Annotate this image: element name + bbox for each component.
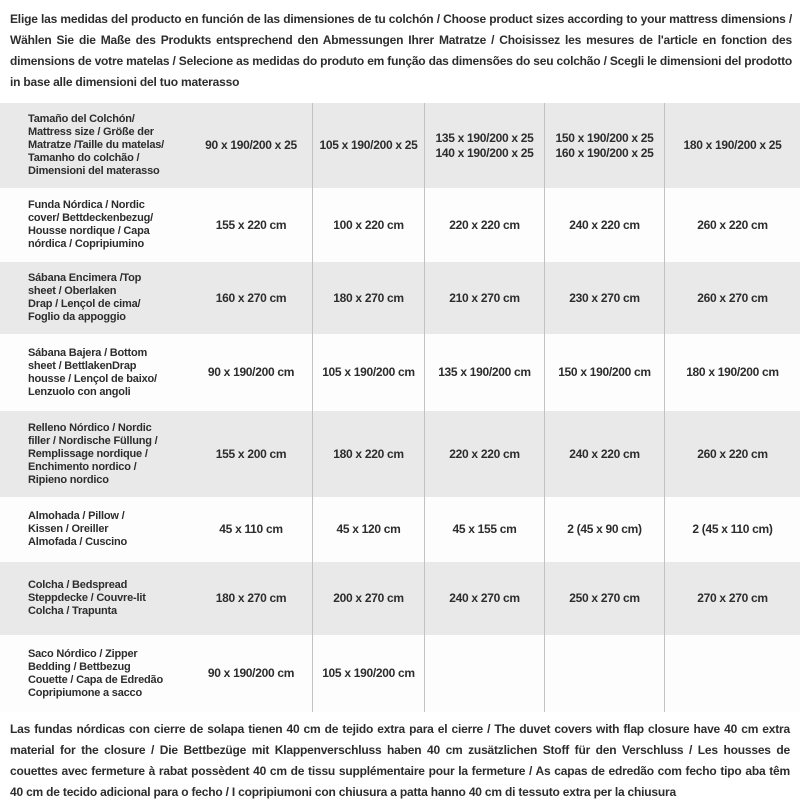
- size-cell: 155 x 220 cm: [215, 217, 287, 232]
- size-cell: 240 x 220 cm: [544, 411, 664, 497]
- table-row: [0, 562, 800, 635]
- size-cell: 240 x 220 cm: [544, 188, 664, 262]
- header-text: Elige las medidas del producto en función de las dimensiones de tu colchón / Choose product sizes according to your mattress dimensions / Wählen Sie die Maße des Produkts entsprechend den Abmessungen Ihrer Matratze / Choisissez les mesures de l'article en fonction des dimensions de votre matelas / Selecione as medidas do produto em função das dimensões do seu colchão / Scegli le dimensioni del prodotto in base alle dimensioni del tuo materasso: [10, 12, 792, 89]
- size-cell: 250 x 270 cm: [544, 562, 664, 635]
- size-cell: 2 (45 x 90 cm): [544, 497, 664, 562]
- size-cell: 270 x 270 cm: [664, 562, 800, 635]
- size-cell: 45 x 120 cm: [312, 497, 424, 562]
- size-cell: 180 x 270 cm: [312, 262, 424, 334]
- size-cell: 180 x 270 cm: [215, 591, 287, 605]
- size-cell: 2 (45 x 110 cm): [664, 497, 800, 562]
- size-cell: 220 x 220 cm: [424, 411, 544, 497]
- size-cell: 180 x 220 cm: [312, 411, 424, 497]
- size-cell: 90 x 190/200 cm: [207, 666, 295, 680]
- row-label: Almohada / Pillow / Kissen / Oreiller Almofada / Cuscino: [28, 510, 128, 548]
- table-row: [0, 334, 800, 411]
- table-row: [0, 411, 800, 497]
- size-cell: 180 x 190/200 cm: [664, 334, 800, 411]
- table-row: [0, 635, 800, 712]
- size-cell: 135 x 190/200 cm: [424, 334, 544, 411]
- size-cell: 135 x 190/200 x 25 140 x 190/200 x 25: [424, 103, 544, 188]
- size-cell: 230 x 270 cm: [544, 262, 664, 334]
- row-label: Colcha / Bedspread Steppdecke / Couvre-lit Colcha / Trapunta: [28, 579, 146, 617]
- table-row: [0, 497, 800, 562]
- size-table: [0, 103, 800, 712]
- size-cell: 150 x 190/200 x 25 160 x 190/200 x 25: [544, 103, 664, 188]
- size-cell: [424, 635, 544, 712]
- size-cell: 200 x 270 cm: [312, 562, 424, 635]
- size-cell: 150 x 190/200 cm: [544, 334, 664, 411]
- row-label: Saco Nórdico / Zipper Bedding / Bettbezug Couette / Capa de Edredão Copripiumone a sacco: [28, 647, 163, 699]
- size-cell: 210 x 270 cm: [424, 262, 544, 334]
- row-label: Tamaño del Colchón/ Mattress size / Größe der Matratze /Taille du matelas/ Tamanho do colchão / Dimensioni del materasso: [28, 113, 165, 177]
- row-label: Funda Nórdica / Nordic cover/ Bettdeckenbezug/ Housse nordique / Capa nórdica / Copripiumino: [28, 199, 153, 250]
- size-cell: 105 x 190/200 cm: [312, 635, 424, 712]
- footer-note: Las fundas nórdicas con cierre de solapa tienen 40 cm de tejido extra para el cierre / The duvet covers with flap closure have 40 cm extra material for the closure / Die Bettbezüge mit Klappenverschluss haben 40 cm zusätzlichen Stoff für den Verschluss / Les housses de couettes avec fermeture à rabat possèdent 40 cm de tissu supplémentaire pour la fermeture / As capas de edredão com fecho tipo aba têm 40 cm de tecido adicional para o fecho / I copripiumoni con chiusura a patta hanno 40 cm di tessuto extra per la chiusura: [10, 722, 790, 799]
- size-cell: [544, 635, 664, 712]
- size-cell: 90 x 190/200 cm: [207, 365, 295, 379]
- size-cell: 240 x 270 cm: [424, 562, 544, 635]
- row-label: Relleno Nórdico / Nordic filler / Nordische Füllung / Remplissage nordique / Enchimento nordico / Ripieno nordico: [28, 421, 158, 486]
- table-row: [0, 103, 800, 188]
- size-cell: 260 x 220 cm: [664, 188, 800, 262]
- size-cell: 220 x 220 cm: [424, 188, 544, 262]
- size-cell: 100 x 220 cm: [312, 188, 424, 262]
- size-cell: 180 x 190/200 x 25: [664, 103, 800, 188]
- size-cell: 160 x 270 cm: [215, 290, 287, 305]
- table-row: [0, 188, 800, 262]
- size-cell: 90 x 190/200 x 25: [205, 138, 297, 152]
- size-cell: 105 x 190/200 cm: [312, 334, 424, 411]
- size-cell: 105 x 190/200 x 25: [312, 103, 424, 188]
- size-cell: 45 x 155 cm: [424, 497, 544, 562]
- size-cell: 260 x 270 cm: [664, 262, 800, 334]
- table-row: [0, 262, 800, 334]
- row-label: Sábana Bajera / Bottom sheet / BettlakenDrap housse / Lençol de baixo/ Lenzuolo con angoli: [28, 346, 157, 398]
- size-cell: 260 x 220 cm: [664, 411, 800, 497]
- size-cell: 45 x 110 cm: [219, 522, 283, 536]
- size-cell: [664, 635, 800, 712]
- size-cell: 155 x 200 cm: [215, 446, 287, 461]
- row-label: Sábana Encimera /Top sheet / Oberlaken Drap / Lençol de cima/ Foglio da appoggio: [28, 272, 142, 323]
